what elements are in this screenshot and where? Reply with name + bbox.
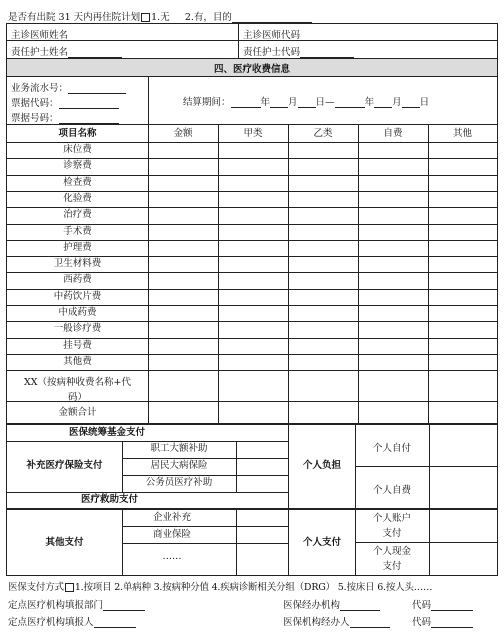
doctor-name-field[interactable]: 主诊医师姓名 [11, 27, 122, 41]
table-column-divider [288, 124, 289, 423]
col-header-class-b: 乙类 [313, 128, 333, 139]
reporting-dept-field[interactable]: 定点医疗机构填报部门 [8, 597, 145, 611]
xx-row-label: XX（按病种收费名称+代 码） [24, 377, 131, 403]
col-header-amount: 金额 [173, 128, 193, 139]
fee-row-label: 化验费 [63, 193, 92, 204]
reporter-field[interactable]: 定点医疗机构填报人 [8, 614, 136, 628]
col-header-item: 项目名称 [58, 128, 97, 139]
nurse-code-field[interactable]: 责任护士代码 [243, 44, 354, 58]
fund-payment-label: 医保统筹基金支付 [69, 427, 146, 438]
section-title: 四、医疗收费信息 [213, 64, 290, 75]
invoice-code-field[interactable]: 票据代码： [11, 95, 119, 109]
agent-code-field[interactable]: 代码 [412, 614, 473, 628]
fee-row-label: 其他费 [63, 356, 92, 367]
fee-row-label: 西药费 [63, 274, 92, 285]
fee-row-label: 检查费 [63, 177, 92, 188]
personal-pay-label: 个人支付 [302, 537, 341, 548]
agency-code-field[interactable]: 代码 [412, 597, 473, 611]
agent-field[interactable]: 医保机构经办人 [283, 614, 390, 628]
table-column-divider [218, 124, 219, 423]
fee-row-label: 诊察费 [63, 160, 92, 171]
method-checkbox[interactable] [65, 583, 74, 592]
fee-row-label: 一般诊疗费 [53, 323, 102, 334]
other-payment-label: 其他支付 [45, 537, 84, 548]
col-header-other: 其他 [452, 128, 472, 139]
other-item-enterprise: 企业补充 [152, 512, 191, 523]
fee-row-label: 手术费 [63, 226, 92, 237]
agency-field[interactable]: 医保经办机构 [283, 597, 380, 611]
supp-item-resident: 居民大病保险 [150, 460, 208, 471]
total-row-label: 金额合计 [58, 407, 97, 418]
supp-item-civil-servant: 公务员医疗补助 [145, 477, 213, 488]
personal-account-pay: 个人账户 支付 [372, 513, 411, 539]
personal-own-expense: 个人自费 [372, 485, 411, 496]
other-item-commercial: 商业保险 [152, 529, 191, 540]
table-column-divider [358, 124, 359, 423]
doctor-code-field[interactable]: 主诊医师代码 [243, 27, 354, 41]
settlement-period[interactable]: 结算期间： 年 月 日— 年 月 日 [183, 97, 430, 108]
fee-row-label: 中成药费 [58, 307, 97, 318]
personal-cash-pay: 个人现金 支付 [372, 546, 411, 572]
fee-row-label: 挂号费 [63, 340, 92, 351]
fee-row-label: 床位费 [63, 144, 92, 155]
invoice-no-field[interactable]: 票据号码： [11, 110, 119, 124]
supp-item-employee: 职工大额补助 [150, 443, 208, 454]
checkbox[interactable] [141, 13, 150, 22]
table-column-divider [148, 124, 149, 423]
serial-field[interactable]: 业务流水号： [11, 80, 126, 94]
other-item-ellipsis: …… [162, 551, 182, 562]
personal-self-pay: 个人自付 [372, 443, 411, 454]
payment-method-line: 医保支付方式 1.按项目 2.单病种 3.按病种分值 4.疾病诊断相关分组（DRG） 5.按床日 6.按人头…… [8, 582, 433, 593]
nurse-name-field[interactable]: 责任护士姓名 [11, 44, 122, 58]
supplementary-insurance-label: 补充医疗保险支付 [26, 460, 103, 471]
readmission-question: 是否有出院 31 天内再住院计划 1.无 2.有，目的 [8, 9, 312, 23]
purpose-field[interactable] [232, 11, 312, 23]
col-header-self-paid: 自费 [383, 128, 403, 139]
fee-row-label: 护理费 [63, 242, 92, 253]
col-header-class-a: 甲类 [243, 128, 263, 139]
personal-burden-label: 个人负担 [302, 460, 341, 471]
fee-row-label: 卫生材料费 [53, 258, 102, 269]
fee-row-label: 中药饮片费 [53, 291, 102, 302]
fee-row-label: 治疗费 [63, 209, 92, 220]
table-column-divider [428, 124, 429, 423]
table-row-divider [6, 370, 498, 371]
medical-aid-label: 医疗救助支付 [81, 494, 139, 505]
